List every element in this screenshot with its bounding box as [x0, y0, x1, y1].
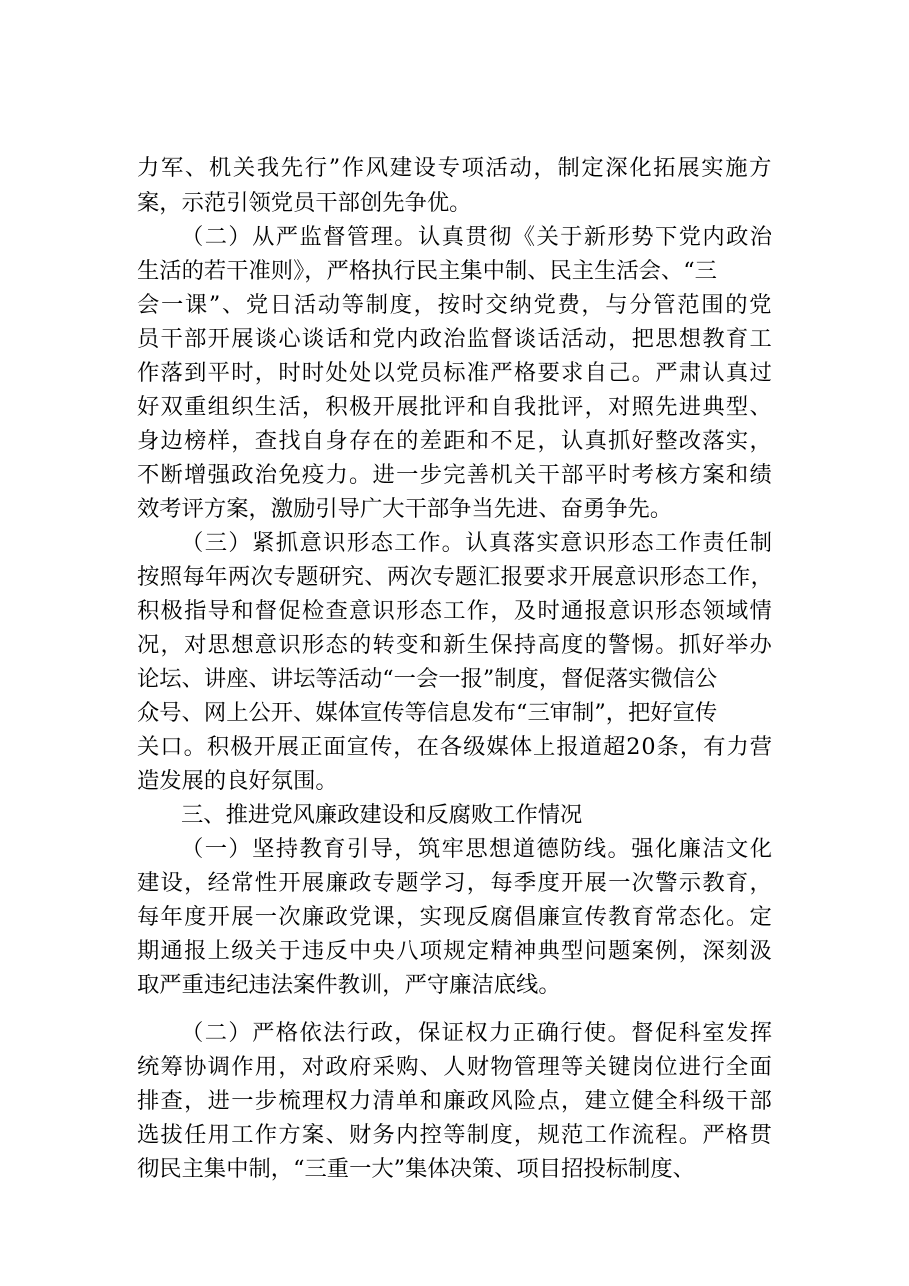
text-line: 彻民主集中制，“三重一大”集体决策、项目招投标制度、	[137, 1156, 695, 1182]
text-line: 作落到平时，时时处处以党员标准严格要求自己。严肃认真过	[137, 360, 774, 386]
text-line: （三）紧抓意识形态工作。认真落实意识形态工作责任制	[181, 530, 774, 556]
text-line: 好双重组织生活，积极开展批评和自我批评，对照先进典型、	[137, 394, 774, 420]
text-line: 选拔任用工作方案、财务内控等制度，规范工作流程。严格贯	[137, 1122, 774, 1148]
text-line: 建设，经常性开展廉政专题学习，每季度开展一次警示教育，	[137, 870, 774, 896]
text-line: 取严重违纪违法案件教训，严守廉洁底线。	[137, 972, 561, 998]
section-heading: 三、推进党风廉政建设和反腐败工作情况	[181, 802, 583, 828]
text-line: 统筹协调作用，对政府采购、人财物管理等关键岗位进行全面	[137, 1054, 774, 1080]
text-line: （二）从严监督管理。认真贯彻《关于新形势下党内政治	[181, 224, 774, 250]
text-line: 会一课”、党日活动等制度，按时交纳党费，与分管范围的党	[137, 292, 774, 318]
text-line: 造发展的良好氛围。	[137, 768, 338, 794]
text-line: 论坛、讲座、讲坛等活动“一会一报”制度，督促落实微信公	[137, 666, 718, 692]
text-line: 期通报上级关于违反中央八项规定精神典型问题案例，深刻汲	[137, 938, 774, 964]
text-line: 况，对思想意识形态的转变和新生保持高度的警惕。抓好举办	[137, 632, 774, 658]
text-line: 不断增强政治免疫力。进一步完善机关干部平时考核方案和绩	[137, 462, 774, 488]
text-line: 众号、网上公开、媒体宣传等信息发布“三审制”，把好宣传	[137, 700, 718, 726]
text-line: 按照每年两次专题研究、两次专题汇报要求开展意识形态工作，	[137, 564, 774, 590]
text-line: 案，示范引领党员干部创先争优。	[137, 190, 472, 216]
text-line: 关口。积极开展正面宣传，在各级媒体上报道超20条，有力营	[137, 734, 774, 760]
text-line: 身边榜样，查找自身存在的差距和不足，认真抓好整改落实，	[137, 428, 774, 454]
text-line: 每年度开展一次廉政党课，实现反腐倡廉宣传教育常态化。定	[137, 904, 774, 930]
text-line: 效考评方案，激励引导广大干部争当先进、奋勇争先。	[137, 496, 673, 522]
text-line: 积极指导和督促检查意识形态工作，及时通报意识形态领域情	[137, 598, 774, 624]
text-line: （二）严格依法行政，保证权力正确行使。督促科室发挥	[181, 1020, 774, 1046]
text-line: 力军、机关我先行”作风建设专项活动，制定深化拓展实施方	[137, 155, 774, 181]
text-line: 排查，进一步梳理权力清单和廉政风险点，建立健全科级干部	[137, 1088, 774, 1114]
text-line: 生活的若干准则》，严格执行民主集中制、民主生活会、“三	[137, 258, 717, 284]
text-line: 员干部开展谈心谈话和党内政治监督谈话活动，把思想教育工	[137, 326, 774, 352]
text-line: （一）坚持教育引导，筑牢思想道德防线。强化廉洁文化	[181, 836, 774, 862]
